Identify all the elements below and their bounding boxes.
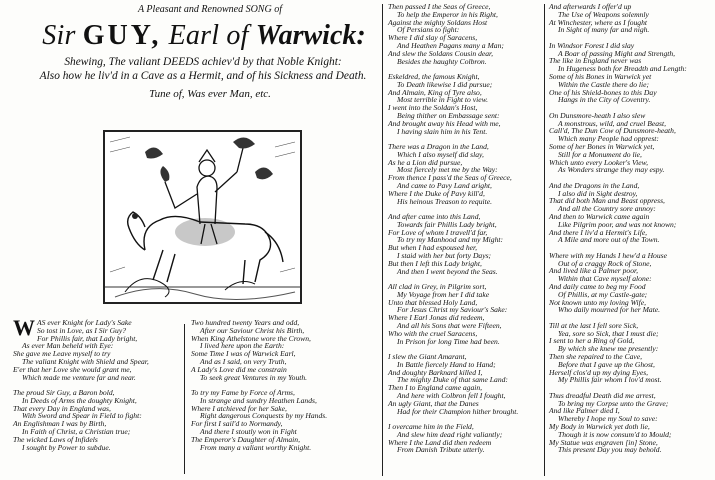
- page-divider: [382, 4, 383, 476]
- verse-line: All clad in Grey, in Pilgrim sort,: [388, 282, 487, 291]
- verse-line: Hangs in the City of Coventry.: [558, 95, 651, 105]
- verse-line: In Windsor Forest I did slay: [549, 40, 635, 50]
- stanza: [13, 315, 149, 382]
- verse-line: Out of a craggy Rock of Stone,: [558, 258, 652, 268]
- column-1: [13, 315, 149, 459]
- verse-line: As ever Man beheld with Eye:: [22, 341, 114, 351]
- title-guy: GUY,: [82, 20, 162, 51]
- mounted-knight-woodcut-icon: [105, 132, 300, 302]
- verse-line: Yea, sore so Sick, that I must die;: [558, 328, 659, 338]
- verse-line: An ugly Giant, that the Danes: [388, 398, 479, 408]
- verse-line: For first I sail'd to Normandy,: [191, 419, 283, 429]
- stanza: [549, 252, 687, 315]
- verse-line: And the Dragons in the Land,: [549, 180, 640, 190]
- verse-line: The wicked Laws of Infidels: [13, 434, 98, 444]
- verse-line: In Deeds of Arms the doughty Knight,: [22, 395, 137, 405]
- column-3: [388, 3, 518, 462]
- verse-line: In Prison for long Time had been.: [397, 336, 500, 346]
- verse-line: Of Phillis, at my Castle-gate;: [558, 289, 648, 299]
- verse-line: Being thither on Embassage sent:: [397, 111, 500, 121]
- verse-line: To help the Emperor in his Right,: [397, 9, 498, 19]
- verse-line: And doughty Barknard killed I,: [388, 367, 483, 377]
- title-prefix: Sir: [42, 20, 83, 51]
- column-divider: [544, 4, 545, 476]
- stanza: [388, 213, 518, 276]
- verse-line: Then I to England came again,: [388, 383, 483, 393]
- verse-line: An Englishman I was by Birth,: [13, 419, 107, 429]
- stanza: [388, 143, 518, 206]
- verse-line: And here with Colbron fell I fought,: [397, 391, 506, 401]
- verse-line: My Phillis fair whom I lov'd most.: [558, 375, 662, 385]
- kicker-line: A Pleasant and Renowned SONG of: [138, 4, 282, 15]
- verse-line: In Faith of Christ, a Christian true;: [22, 427, 131, 437]
- verse-line: Against the mighty Soldans Host: [388, 17, 488, 27]
- verse-line: I sought by Power to subdue.: [22, 442, 111, 452]
- verse-line: In Sight of many far and nigh.: [558, 25, 650, 35]
- verse-line: Of Persians to fight:: [397, 25, 460, 35]
- verse-line: To Death likewise I did pursue;: [397, 79, 493, 89]
- verse-line: Call'd, The Dun Cow of Dunsmore-heath,: [549, 126, 676, 136]
- verse-line: And all his Sons that were Fifteen,: [397, 321, 502, 331]
- stanza: [549, 392, 687, 455]
- verse-line: His heinous Treason to requite.: [397, 196, 492, 206]
- stanza: [388, 353, 518, 416]
- verse-line: Unto that blessed Holy Land,: [388, 297, 478, 307]
- verse-line: For Phillis fair, that Lady bright,: [37, 333, 138, 343]
- stanza: [549, 322, 687, 385]
- verse-line: And after came into this Land,: [388, 212, 481, 221]
- stanza: [13, 389, 149, 452]
- subtitle: [18, 55, 388, 83]
- verse-line: Still for a Monument do lie,: [558, 149, 642, 159]
- title-middle: Earl of: [161, 20, 256, 51]
- verse-line: I lived here upon the Earth:: [200, 341, 285, 351]
- verse-line: She gave me Leave myself to try: [13, 349, 111, 359]
- verse-line: I having slain him in his Tent.: [397, 126, 488, 136]
- verse-line: AS ever Knight for Lady's Sake: [37, 318, 132, 327]
- verse-line: Right dangerous Conquests by my Hands.: [200, 411, 328, 421]
- verse-line: As Wonders strange they may espy.: [558, 165, 665, 175]
- column-2: [191, 319, 327, 459]
- verse-line: My Body in Warwick yet doth lie,: [549, 422, 650, 431]
- subtitle-line-2: Also how he liv'd in a Cave as a Hermit, and of his Sickness and Death.: [39, 70, 367, 82]
- verse-line: Where I the Duke of Pavy kill'd,: [388, 188, 485, 198]
- verse-line: But then I left this Lady bright,: [388, 258, 482, 268]
- verse-line: And Heathen Pagans many a Man;: [397, 41, 504, 51]
- verse-line: In strange and sundry Heathen Lands,: [200, 395, 317, 405]
- verse-line: That every Day in England was,: [13, 403, 111, 413]
- verse-line: Two hundred twenty Years and odd,: [191, 318, 300, 327]
- verse-line: The valiant Knight with Shield and Spear,: [22, 357, 149, 367]
- verse-line: Had for their Champion hither brought.: [397, 406, 519, 416]
- verse-line: Some of his Bones in Warwick yet: [549, 72, 652, 81]
- verse-line: Which I also myself did slay,: [397, 149, 484, 159]
- verse-line: I slew the Giant Amarant,: [388, 352, 467, 361]
- verse-line: Though it is now consum'd to Mould;: [558, 429, 672, 439]
- verse-line: Where with my Hands I hew'd a House: [549, 250, 667, 260]
- stanza: [191, 319, 327, 382]
- verse-line: And afterwards I offer'd up: [549, 2, 632, 11]
- verse-line: Which made me venture far and near.: [22, 372, 136, 382]
- verse-line: I went into the Soldan's Host,: [388, 103, 478, 113]
- verse-line: And there I liv'd a Hermit's Life,: [549, 227, 648, 237]
- stanza: [549, 3, 687, 34]
- verse-line: And Almain, King of Tyre also,: [388, 87, 482, 97]
- verse-line: Some of her Bones in Warwick yet,: [549, 142, 655, 151]
- verse-line: This present Day you may behold.: [558, 445, 662, 455]
- verse-line: Who daily mourned for her Mate.: [558, 305, 661, 315]
- verse-line: Where I the Land did then redeem: [388, 437, 492, 447]
- stanza: [549, 42, 687, 105]
- knight-woodcut: [103, 130, 302, 304]
- verse-line: From Danish Tribute utterly.: [397, 445, 485, 455]
- verse-line: Eskeldred, the famous Knight,: [388, 72, 480, 81]
- verse-line: By which she knew me presently:: [558, 344, 659, 354]
- verse-line: And all the Country sore annoy:: [558, 204, 656, 214]
- verse-line: I overcame him in the Field,: [388, 422, 474, 431]
- verse-line: A Mile and more out of the Town.: [558, 235, 660, 245]
- verse-line: Within the Castle there do lie;: [558, 79, 650, 89]
- verse-line: To bring my Corpse unto the Grave;: [558, 398, 669, 408]
- verse-line: And like Palmer died I,: [549, 406, 620, 416]
- verse-line: In Hugeness both for Breadth and Length:: [558, 64, 687, 74]
- verse-line: Which unto every Looker's View,: [549, 157, 648, 167]
- verse-line: I staid with her but forty Days;: [397, 251, 492, 261]
- stanza: [388, 3, 518, 66]
- verse-line: And there I stoutly won in Fight: [200, 427, 297, 437]
- verse-line: And then to Warwick came again: [549, 212, 650, 221]
- verse-line: A Boar of passing Might and Strength,: [558, 48, 676, 58]
- verse-line: Who with the cruel Saracens,: [388, 328, 478, 338]
- verse-line: And slew the Soldans Cousin dear,: [388, 48, 494, 58]
- verse-line: E'er that her Love she would grant me,: [13, 364, 132, 374]
- verse-line: And lived like a Palmer poor,: [549, 266, 638, 276]
- verse-line: For Jesus Christ my Saviour's Sake:: [397, 305, 508, 315]
- verse-line: Most terrible in Fight to view.: [397, 95, 488, 105]
- verse-line: Which many People had opprest:: [558, 134, 659, 144]
- verse-line: From thence I pass'd the Seas of Greece,: [388, 173, 512, 183]
- verse-line: The mighty Duke of that same Land:: [397, 375, 508, 385]
- verse-line: For Love of whom I travell'd far,: [388, 227, 488, 237]
- verse-line: And brought away his Head with me,: [388, 118, 501, 128]
- verse-line: After our Saviour Christ his Birth,: [200, 325, 305, 335]
- ballad-title: [24, 20, 384, 52]
- column-4: [549, 3, 687, 462]
- verse-line: Most fiercely met me by the Way:: [397, 165, 498, 175]
- verse-line: The Use of Weapons solemnly: [558, 9, 649, 19]
- tune-line: Tune of, Was ever Man, etc.: [149, 88, 271, 100]
- verse-line: A Lady's Love did me constrain: [191, 364, 287, 374]
- verse-line: Where I did slay of Saracens,: [388, 33, 478, 43]
- verse-line: To seek great Ventures in my Youth.: [200, 372, 308, 382]
- verse-line: When King Athelstone wore the Crown,: [191, 333, 311, 343]
- verse-line: A monstrous, wild, and cruel Beast,: [558, 118, 666, 128]
- verse-line: As he a Lion did pursue,: [388, 157, 463, 167]
- verse-line: And daily came to beg my Food: [549, 282, 646, 291]
- stanza: [549, 112, 687, 175]
- drop-capital: W: [13, 315, 35, 340]
- stanza: [191, 389, 327, 452]
- stanza: [388, 423, 518, 454]
- verse-line: I sent to her a Ring of Gold,: [549, 336, 635, 346]
- verse-line: My Voyage from her I did take: [397, 289, 490, 299]
- verse-line: So tost in Love, as I Sir Guy?: [37, 325, 127, 335]
- verse-line: My Statue was engraven [in] Stone,: [549, 437, 658, 447]
- verse-line: And slew him dead right valiantly;: [397, 429, 503, 439]
- verse-line: To try my Fame by Force of Arms,: [191, 388, 295, 397]
- verse-line: Then passed I the Seas of Greece,: [388, 2, 491, 11]
- verse-line: Herself clos'd up my dying Eyes,: [549, 367, 649, 377]
- verse-line: On Dunsmore-heath I also slew: [549, 110, 646, 120]
- verse-line: The like in England never was: [549, 56, 642, 66]
- verse-line: To try my Manhood and my Might:: [397, 235, 504, 245]
- verse-line: Then she repaired to the Cave,: [549, 352, 643, 361]
- column-divider: [184, 324, 185, 474]
- verse-line: The proud Sir Guy, a Baron bold,: [13, 388, 115, 397]
- verse-line: Where I Earl Jonas did redeem,: [388, 313, 485, 323]
- verse-line: That did both Man and Beast oppress,: [549, 196, 665, 206]
- verse-line: Before that I gave up the Ghost,: [558, 359, 655, 369]
- verse-line: There was a Dragon in the Land,: [388, 142, 489, 151]
- verse-line: The Emperor's Daughter of Almain,: [191, 434, 300, 444]
- title-warwick: Warwick:: [255, 20, 366, 51]
- verse-line: I also did in Sight destroy,: [558, 188, 638, 198]
- verse-line: Where I atchieved for her Sake,: [191, 403, 287, 413]
- verse-line: Some Time I was of Warwick Earl,: [191, 349, 296, 359]
- verse-line: Like Pilgrim poor, and was not known;: [558, 219, 677, 229]
- verse-line: One of his Shield-bones to this Day: [549, 87, 657, 97]
- verse-line: In Battle fiercely Hand to Hand;: [397, 359, 496, 369]
- stanza: [549, 182, 687, 245]
- subtitle-line-1: Shewing, The valiant DEEDS achiev'd by that Noble Knight:: [64, 56, 342, 68]
- verse-line: Within that Cave myself alone:: [558, 274, 652, 284]
- verse-line: Thus dreadful Death did me arrest,: [549, 390, 656, 400]
- stanza: [388, 73, 518, 136]
- verse-line: And came to Pavy Land aright,: [397, 181, 492, 191]
- verse-line: And then I went beyond the Seas.: [397, 266, 498, 276]
- verse-line: Besides the haughty Colbron.: [397, 56, 487, 66]
- stanza: [388, 283, 518, 346]
- verse-line: Whereby I hope my Soul to save:: [558, 414, 658, 424]
- verse-line: Not known unto my loving Wife,: [549, 297, 647, 307]
- verse-line: With Sword and Spear in Field to fight:: [22, 411, 142, 421]
- verse-line: But when I had espoused her,: [388, 243, 478, 253]
- verse-line: From many a valiant worthy Knight.: [200, 442, 312, 452]
- verse-line: And as I said, on very Truth,: [200, 357, 287, 367]
- verse-line: At Winchester, where as I fought: [549, 17, 648, 27]
- verse-line: Till at the last I fell sore Sick,: [549, 320, 639, 330]
- verse-line: Towards fair Phillis Lady bright,: [397, 219, 497, 229]
